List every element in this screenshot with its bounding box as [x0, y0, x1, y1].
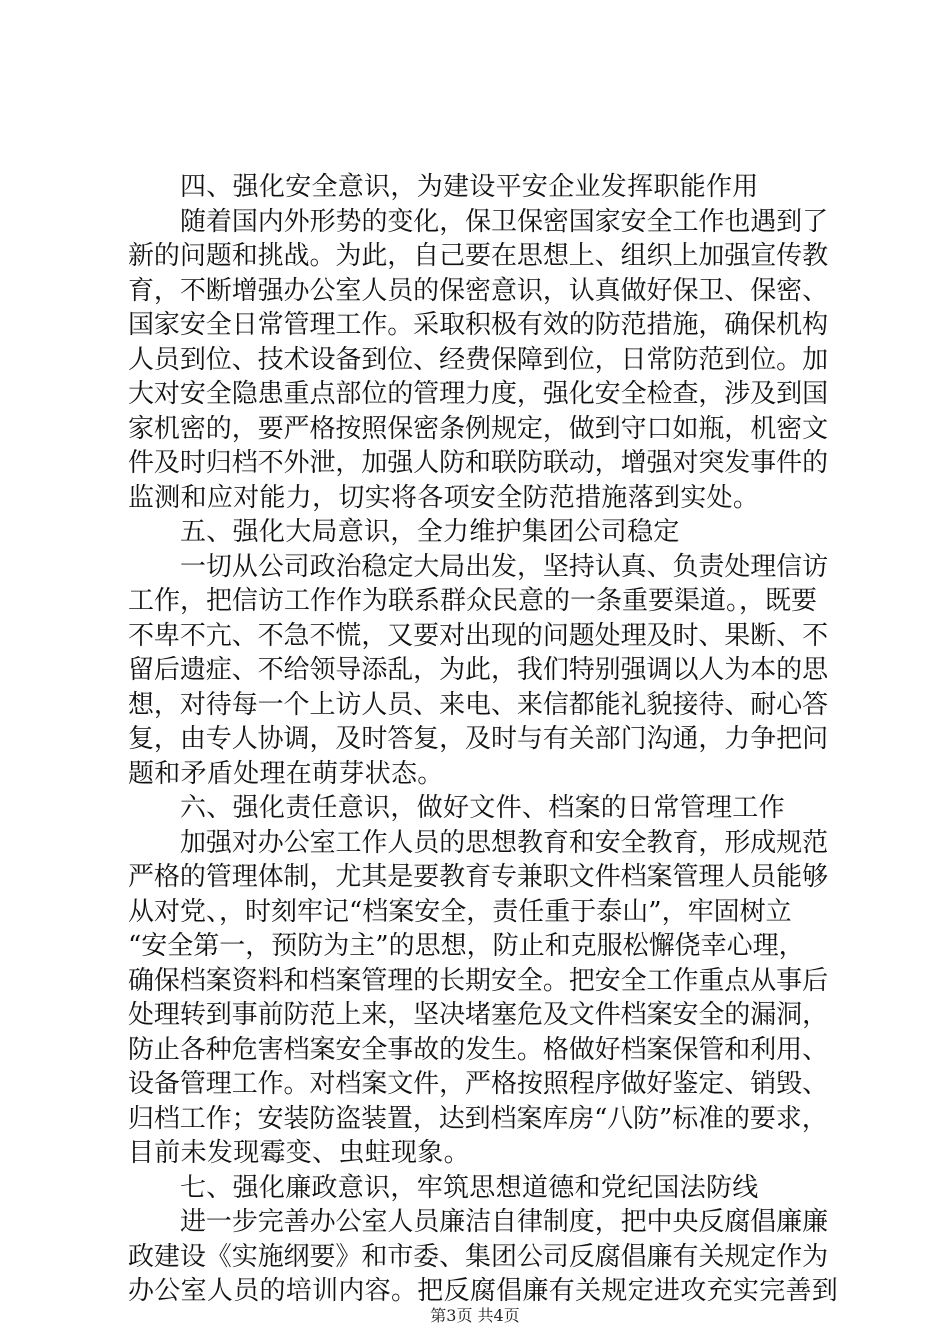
- text-line: 随着国内外形势的变化，保卫保密国家安全工作也遇到了: [180, 206, 829, 237]
- text-line: “安全第一，预防为主”的思想，防止和克服松懈侥幸心理，: [128, 931, 805, 961]
- text-line: 六、强化责任意识，做好文件、档案的日常管理工作: [180, 793, 785, 823]
- text-line: 归档工作；安装防盗装置，达到档案库房“八防”标准的要求，: [128, 1103, 828, 1134]
- text-line: 设备管理工作。对档案文件，严格按照程序做好鉴定、销毁、: [128, 1069, 829, 1099]
- text-line: 人员到位、技术设备到位、经费保障到位，日常防范到位。加: [128, 344, 829, 375]
- text-line: 件及时归档不外泄，加强人防和联防联动，增强对突发事件的: [128, 448, 829, 478]
- text-line: 四、强化安全意识，为建设平安企业发挥职能作用: [180, 172, 759, 202]
- text-line: 一切从公司政治稳定大局出发，坚持认真、负责处理信访: [180, 551, 829, 582]
- text-line: 想，对待每一个上访人员、来电、来信都能礼貌接待、耐心答: [128, 689, 829, 720]
- text-line: 加强对办公室工作人员的思想教育和安全教育，形成规范: [180, 827, 829, 858]
- text-line: 政建设《实施纲要》和市委、集团公司反腐倡廉有关规定作为: [128, 1241, 829, 1272]
- text-line: 七、强化廉政意识，牢筑思想道德和党纪国法防线: [180, 1172, 759, 1203]
- text-line: 不卑不亢、不急不慌，又要对出现的问题处理及时、果断、不: [128, 620, 829, 651]
- text-line: 家机密的，要严格按照保密条例规定，做到守口如瓶，机密文: [128, 413, 829, 444]
- text-line: 留后遗症、不给领导添乱，为此，我们特别强调以人为本的思: [128, 655, 829, 685]
- text-line: 题和矛盾处理在萌芽状态。: [128, 758, 444, 789]
- text-line: 五、强化大局意识，全力维护集团公司稳定: [180, 517, 680, 547]
- document-body: [128, 170, 839, 1309]
- text-line: 从对党、，时刻牢记“档案安全，责任重于泰山”，牢固树立: [128, 896, 792, 927]
- text-line: 新的问题和挑战。为此，自己要在思想上、组织上加强宣传教: [128, 241, 829, 271]
- text-line: 防止各种危害档案安全事故的发生。格做好档案保管和利用、: [128, 1034, 829, 1065]
- text-line: 育，不断增强办公室人员的保密意识，认真做好保卫、保密、: [128, 275, 829, 306]
- text-line: 工作，把信访工作作为联系群众民意的一条重要渠道。，既要: [128, 586, 818, 616]
- text-line: 严格的管理体制，尤其是要教育专兼职文件档案管理人员能够: [128, 862, 829, 892]
- text-line: 复，由专人协调，及时答复，及时与有关部门沟通，力争把问: [128, 724, 829, 754]
- text-line: 办公室人员的培训内容。把反腐倡廉有关规定进攻充实完善到: [128, 1276, 839, 1306]
- text-line: 处理转到事前防范上来，坚决堵塞危及文件档案安全的漏洞，: [128, 1000, 829, 1030]
- text-line: 进一步完善办公室人员廉洁自律制度，把中央反腐倡廉廉: [180, 1207, 829, 1237]
- page-footer: [0, 1306, 950, 1326]
- text-line: 国家安全日常管理工作。采取积极有效的防范措施，确保机构: [128, 310, 829, 340]
- text-line: 监测和应对能力，切实将各项安全防范措施落到实处。: [128, 482, 760, 513]
- page-number-label: 第3页 共4页: [430, 1306, 520, 1325]
- text-line: 目前未发现霉变、虫蛀现象。: [128, 1138, 470, 1168]
- text-line: 确保档案资料和档案管理的长期安全。把安全工作重点从事后: [128, 965, 829, 996]
- text-line: 大对安全隐患重点部位的管理力度，强化安全检查，涉及到国: [128, 379, 829, 409]
